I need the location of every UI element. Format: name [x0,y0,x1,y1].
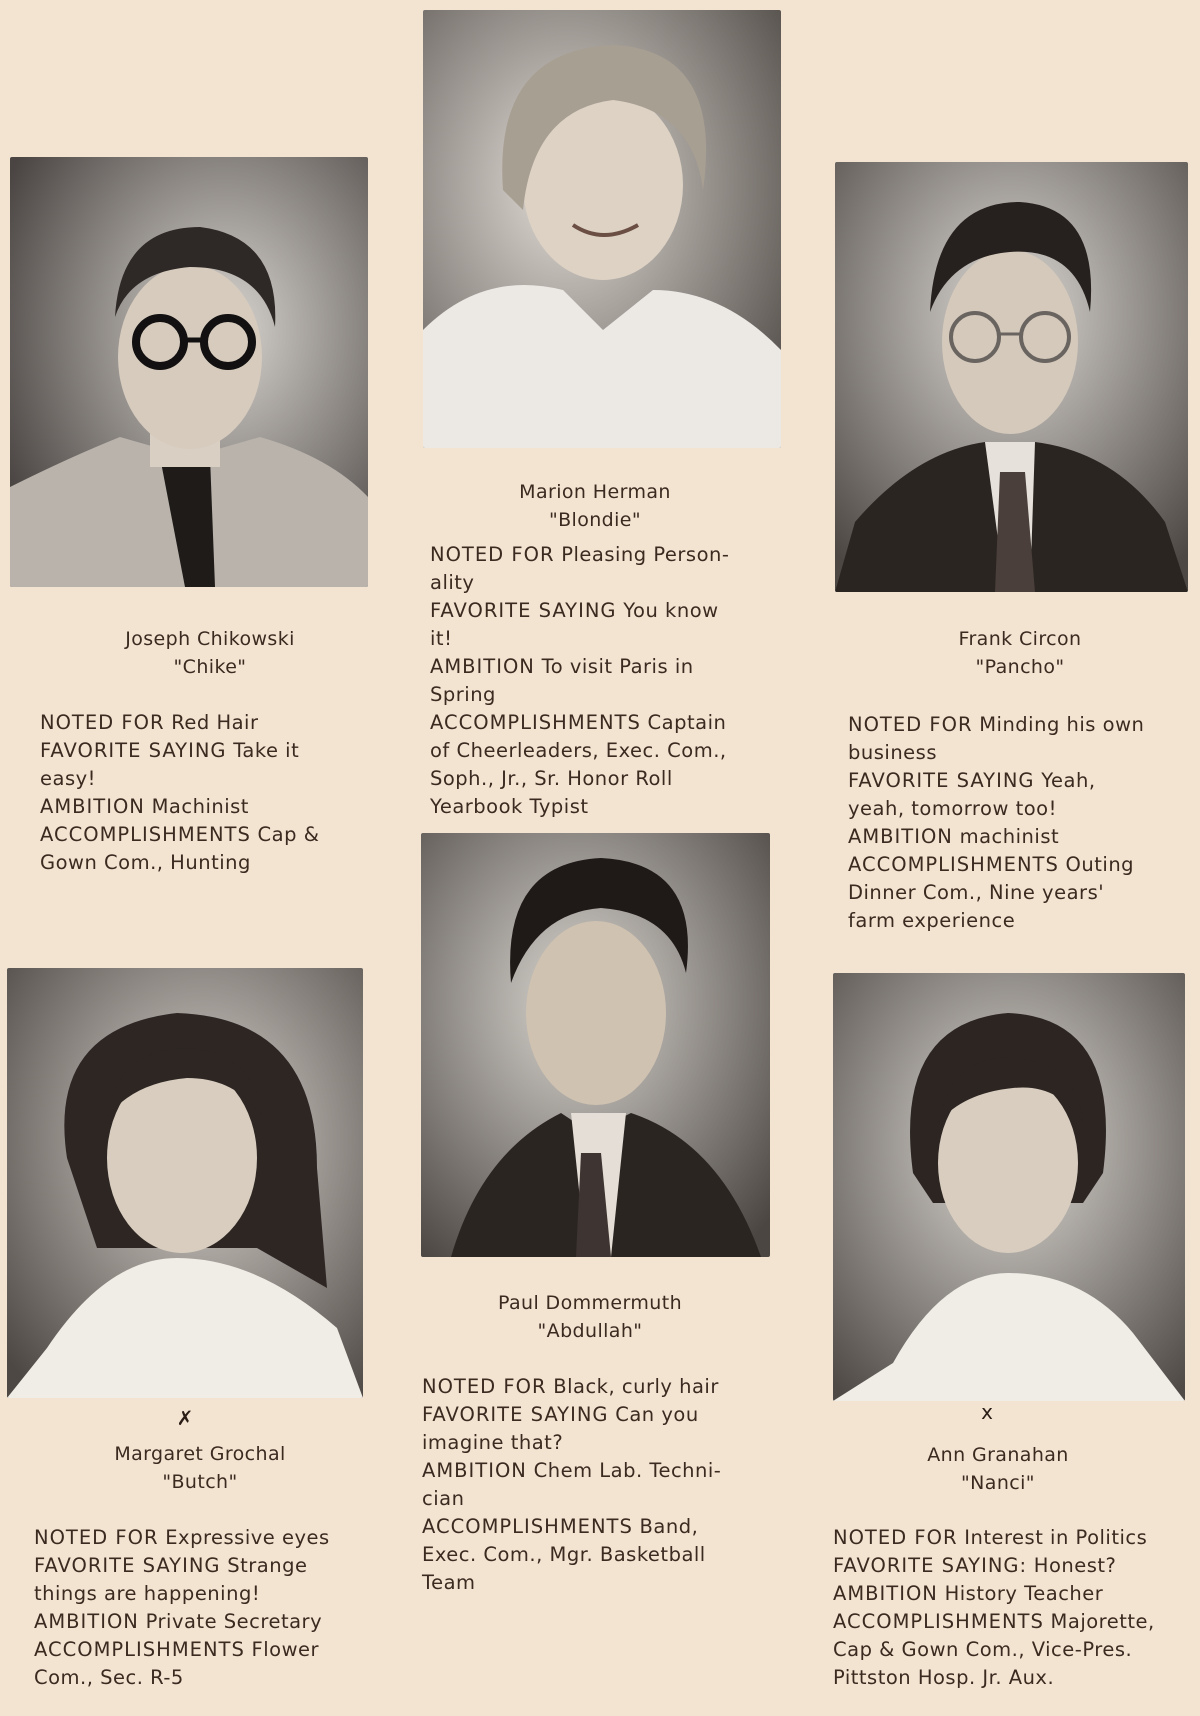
info-line [40,821,370,849]
info-text: Spring [430,683,496,706]
info-line [848,739,1198,767]
info-text: Minding his own [979,713,1145,736]
info-text: Captain [647,711,727,734]
info-heading: FAVORITE SAYING [430,599,617,622]
info-text: easy! [40,767,96,790]
info-line [430,793,790,821]
info-line [34,1580,374,1608]
info-heading: NOTED FOR [833,1526,958,1549]
info-text: things are happening! [34,1582,261,1605]
info-line [422,1457,782,1485]
info-line [430,625,790,653]
info-text: Expressive eyes [165,1526,330,1549]
info-text: History Teacher [944,1582,1104,1605]
info-heading: ACCOMPLISHMENTS [833,1610,1044,1633]
portrait-photo-margaret [7,968,363,1398]
info-line [430,541,790,569]
info-text: Black, curly hair [553,1375,719,1398]
portrait-photo-joseph [10,157,368,587]
info-text: Private Secretary [145,1610,323,1633]
student-nickname: "Chike" [173,656,247,678]
info-line [40,737,370,765]
name-caption-paul [440,1289,740,1345]
student-nickname: "Abdullah" [537,1320,643,1342]
info-line [422,1401,782,1429]
info-heading: AMBITION [40,795,145,818]
info-line [40,849,370,877]
info-line [422,1513,782,1541]
student-name: Ann Granahan [927,1444,1069,1466]
info-line [430,569,790,597]
student-nickname: "Butch" [162,1471,238,1493]
info-heading: ACCOMPLISHMENTS [40,823,251,846]
student-info-paul [422,1373,782,1597]
info-text: Majorette, [1050,1610,1155,1633]
student-info-frank [848,711,1198,935]
student-info-joseph [40,709,370,877]
info-line [848,823,1198,851]
info-heading: AMBITION [430,655,535,678]
info-line [848,879,1198,907]
info-text: yeah, tomorrow too! [848,797,1057,820]
info-line [422,1541,782,1569]
info-heading: FAVORITE SAYING [40,739,227,762]
name-caption-joseph [60,625,360,681]
name-caption-frank [870,625,1170,681]
info-text: imagine that? [422,1431,564,1454]
info-line [40,793,370,821]
info-line [422,1569,782,1597]
info-text: cian [422,1487,465,1510]
info-line [34,1636,374,1664]
info-text: Pittston Hosp. Jr. Aux. [833,1666,1055,1689]
info-heading: ACCOMPLISHMENTS [34,1638,245,1661]
info-text: ality [430,571,475,594]
info-text: Can you [615,1403,699,1426]
name-caption-margaret [50,1440,350,1496]
info-text: Yearbook Typist [430,795,589,818]
info-text: Chem Lab. Techni- [533,1459,722,1482]
info-line [430,765,790,793]
info-heading: NOTED FOR [34,1526,159,1549]
student-name: Frank Circon [958,628,1082,650]
info-line [848,907,1198,935]
info-line [833,1552,1193,1580]
info-line [848,851,1198,879]
info-line [833,1524,1193,1552]
student-nickname: "Blondie" [548,509,642,531]
info-text: Cap & [257,823,320,846]
info-text: Honest? [1033,1554,1117,1577]
info-line [833,1580,1193,1608]
info-line [430,653,790,681]
portrait-photo-ann [833,973,1185,1401]
info-text: Take it [233,739,300,762]
name-caption-marion [445,478,745,534]
info-heading: AMBITION [34,1610,139,1633]
student-info-margaret [34,1524,374,1692]
info-heading: ACCOMPLISHMENTS [430,711,641,734]
info-text: Outing [1065,853,1135,876]
info-text: Red Hair [171,711,259,734]
info-heading: ACCOMPLISHMENTS [848,853,1059,876]
info-line [848,767,1198,795]
info-heading: NOTED FOR [430,543,555,566]
student-name: Margaret Grochal [114,1443,286,1465]
info-line [422,1373,782,1401]
info-text: Team [422,1571,476,1594]
info-text: Interest in Politics [964,1526,1148,1549]
info-line [430,681,790,709]
student-name: Paul Dommermuth [497,1292,683,1314]
info-text: Cap & Gown Com., Vice-Pres. [833,1638,1133,1661]
info-line [40,709,370,737]
info-line [40,765,370,793]
info-line [422,1429,782,1457]
info-line [422,1485,782,1513]
info-line [833,1636,1193,1664]
info-heading: FAVORITE SAYING [422,1403,609,1426]
x-mark-icon: x [981,1400,993,1424]
info-text: To visit Paris in [541,655,694,678]
student-nickname: "Pancho" [975,656,1065,678]
info-text: Machinist [151,795,249,818]
info-text: Flower [251,1638,320,1661]
info-text: of Cheerleaders, Exec. Com., [430,739,727,762]
info-text: You know [623,599,719,622]
info-line [848,711,1198,739]
info-text: Pleasing Person- [561,543,730,566]
info-text: it! [430,627,453,650]
student-info-ann [833,1524,1193,1692]
info-line [34,1552,374,1580]
info-text: Gown Com., Hunting [40,851,251,874]
info-text: Strange [227,1554,308,1577]
student-name: Marion Herman [519,481,671,503]
info-heading: NOTED FOR [422,1375,547,1398]
info-heading: NOTED FOR [848,713,973,736]
info-line [833,1664,1193,1692]
info-heading: AMBITION [848,825,953,848]
info-text: Dinner Com., Nine years' [848,881,1105,904]
info-text: Exec. Com., Mgr. Basketball [422,1543,706,1566]
info-line [848,795,1198,823]
info-text: Soph., Jr., Sr. Honor Roll [430,767,673,790]
info-line [34,1664,374,1692]
student-nickname: "Nanci" [961,1472,1035,1494]
info-heading: NOTED FOR [40,711,165,734]
info-heading: FAVORITE SAYING [34,1554,221,1577]
portrait-photo-frank [835,162,1188,592]
info-line [430,737,790,765]
info-text: machinist [959,825,1060,848]
info-line [430,597,790,625]
student-info-marion [430,541,790,821]
info-text: Yeah, [1041,769,1096,792]
info-text: Com., Sec. R-5 [34,1666,184,1689]
portrait-photo-marion [423,10,781,448]
info-heading: FAVORITE SAYING: [833,1554,1028,1577]
info-text: farm experience [848,909,1016,932]
info-heading: AMBITION [833,1582,938,1605]
info-line [34,1608,374,1636]
name-caption-ann [848,1441,1148,1497]
info-heading: ACCOMPLISHMENTS [422,1515,633,1538]
portrait-photo-paul [421,833,770,1257]
info-heading: AMBITION [422,1459,527,1482]
info-text: Band, [639,1515,699,1538]
info-line [430,709,790,737]
info-line [833,1608,1193,1636]
info-line [34,1524,374,1552]
student-name: Joseph Chikowski [125,628,295,650]
info-heading: FAVORITE SAYING [848,769,1035,792]
check-mark-icon: ✗ [176,1406,194,1430]
info-text: business [848,741,937,764]
